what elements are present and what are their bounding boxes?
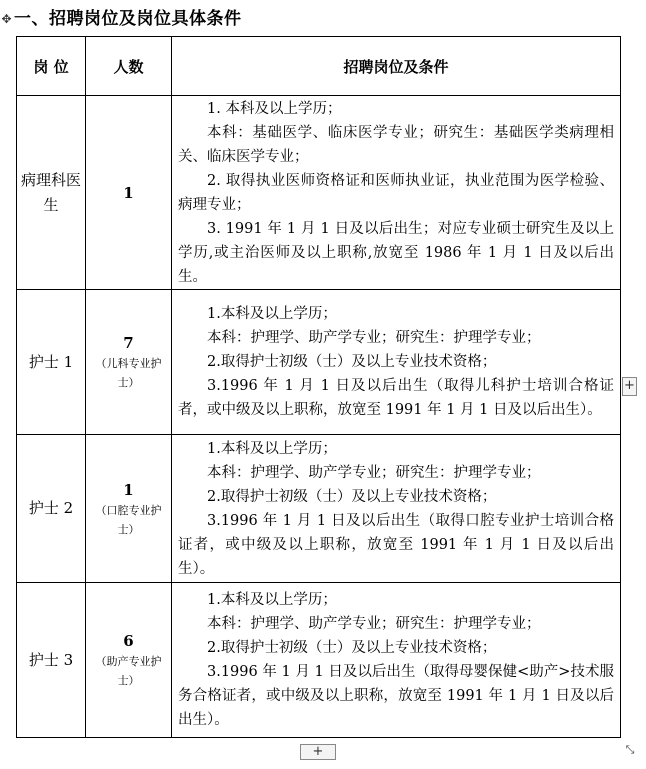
header-position: 岗 位 [17, 37, 86, 96]
condition-line: 1.本科及以上学历； [207, 592, 337, 608]
position-cell: 护士 2 [17, 435, 86, 583]
condition-line: 3.1996 年 1 月 1 日及以后出生（取得母婴保健<助产>技术服务合格证者，或中级及以上职称，放宽至 1991 年 1 月 1 日及以后出生）。 [178, 664, 614, 728]
table-row [17, 290, 621, 435]
section-heading: 一、招聘岗位及岗位具体条件 [14, 9, 242, 29]
add-row-plus-icon[interactable]: + [300, 744, 336, 760]
position-cell: 护士 3 [17, 583, 86, 738]
condition-line: 2.取得护士初级（士）及以上专业技术资格； [207, 488, 497, 505]
count-value: 1 [123, 480, 134, 499]
position-cell: 护士 1 [17, 290, 86, 435]
count-note: （儿科专业护士） [95, 357, 162, 389]
condition-line: 本科：护理学、助产学专业；研究生：护理学专业； [207, 330, 541, 346]
table-move-handle-icon[interactable]: ✥ [1, 12, 12, 26]
count-cell [86, 290, 172, 435]
condition-line: 本科：基础医学、临床医学专业；研究生：基础医学类病理相关、临床医学专业； [178, 124, 614, 165]
recruitment-table [16, 36, 621, 738]
condition-line: 2.取得护士初级（士）及以上专业技术资格； [207, 640, 497, 656]
count-note: （口腔专业护士） [95, 503, 162, 536]
table-resize-icon[interactable]: ⤡ [625, 743, 635, 756]
add-column-plus-icon[interactable]: + [622, 377, 637, 396]
condition-line: 本科：护理学、助产学专业；研究生：护理学专业； [207, 464, 541, 481]
position-cell: 病理科医生 [17, 96, 86, 290]
table-row [17, 435, 621, 583]
condition-line: 本科：护理学、助产学专业；研究生：护理学专业； [207, 616, 541, 632]
condition-line: 2.取得护士初级（士）及以上专业技术资格； [207, 354, 497, 370]
header-conditions: 招聘岗位及条件 [172, 37, 621, 96]
count-cell [86, 435, 172, 583]
table-row [17, 583, 621, 738]
condition-line: 1.本科及以上学历； [207, 306, 337, 322]
count-value: 6 [123, 632, 134, 650]
conditions-cell [172, 435, 621, 583]
count-value: 1 [123, 183, 134, 202]
count-value: 7 [123, 334, 134, 352]
count-cell [86, 583, 172, 738]
condition-line: 1. 本科及以上学历； [207, 100, 342, 117]
condition-line: 3.1996 年 1 月 1 日及以后出生（取得儿科护士培训合格证者，或中级及以上职称，放宽至 1991 年 1 月 1 日及以后出生）。 [178, 378, 614, 418]
conditions-cell [172, 583, 621, 738]
table-header-row [17, 37, 621, 96]
header-count: 人数 [86, 37, 172, 96]
condition-line: 1.本科及以上学历； [207, 440, 337, 457]
condition-line: 3. 1991 年 1 月 1 日及以后出生；对应专业硕士研究生及以上学历,或主治医师及以上职称,放宽至 1986 年 1 月 1 日及以后出生。 [178, 220, 614, 285]
conditions-cell [172, 290, 621, 435]
table-row [17, 96, 621, 290]
count-note: （助产专业护士） [95, 655, 162, 687]
condition-line: 3.1996 年 1 月 1 日及以后出生（取得口腔专业护士培训合格证者，或中级及以上职称，放宽至 1991 年 1 月 1 日及以后出生）。 [178, 512, 614, 577]
conditions-cell [172, 96, 621, 290]
condition-line: 2. 取得执业医师资格证和医师执业证，执业范围为医学检验、病理专业； [178, 172, 614, 213]
count-cell [86, 96, 172, 290]
